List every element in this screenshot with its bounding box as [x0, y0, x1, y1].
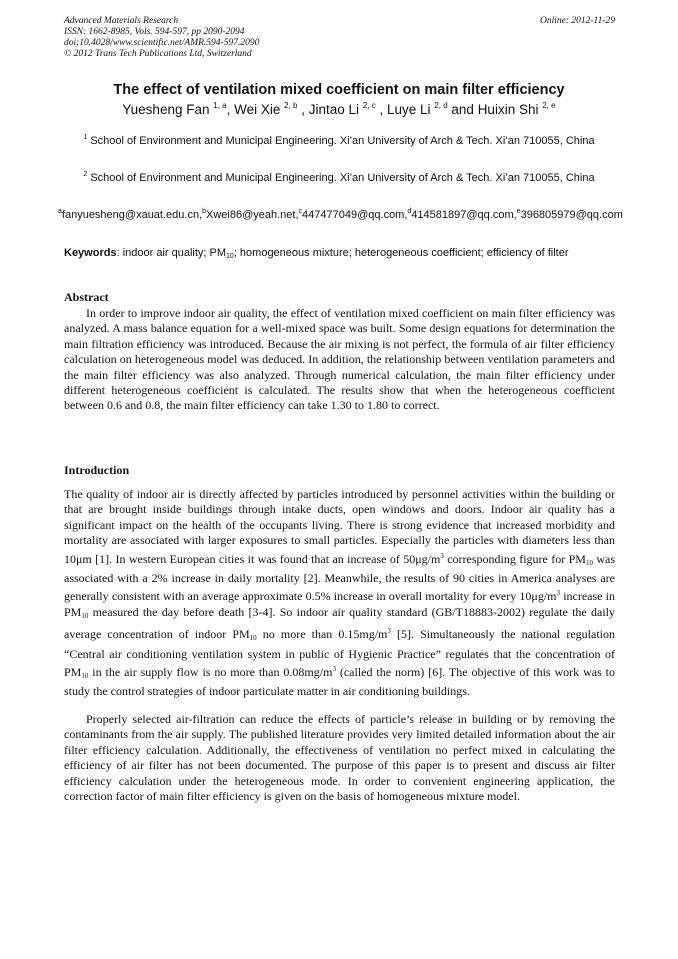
- introduction-heading: Introduction: [64, 463, 130, 477]
- email: $^a$fanyuesheng@xauat.edu.cn,: [58, 208, 203, 221]
- journal-issn: ISSN: 1662-8985, Vols. 594-597, pp 2090-2094: [64, 27, 245, 37]
- author: Yuesheng Fan $^{1, a}$,: [122, 101, 235, 117]
- journal-doi: doi:10.4028/www.scientific.net/AMR.594-597.2090: [64, 38, 260, 48]
- email: $^e$396805979@qq.com: [516, 208, 623, 221]
- email: $^d$414581897@qq.com,: [407, 208, 517, 221]
- email: $^c$447477049@qq.com,: [298, 208, 408, 221]
- affiliation-2: $^2$ School of Environment and Municipal Engineering. Xi’an University of Arch & Tech. Xi’an 710055, China: [83, 171, 595, 184]
- affiliation-1: $^1$ School of Environment and Municipal Engineering. Xi’an University of Arch & Tech. Xi’an 710055, China: [83, 134, 595, 147]
- introduction-paragraph-1: The quality of indoor air is directly affected by particles introduced by personnel activities within the building or that are brought inside buildings through intake ducts, open windows and doors. Indoor air quality has a significant impact on the health of the occupants living. There is strong evidence that increased morbidity and mortality are associated with larger exposures to small particles. Especially the particles with diameters less than 10μm [1]. In western European cities it was found that an increase of $50\mu g/m^3$ corresponding figure for $PM_{10}$ was associated with a 2% increase in daily mortality [2]. Meanwhile, the results of 90 cities in America analyses are generally consistent with an average approximate 0.5% increase in overall mortality for every $10\mu g/m^3$ increase in $PM_{10}$ measured the day before death [3-4]. So indoor air quality standard (GB/T18883-2002) regulate the daily average concentration of indoor $PM_{10}$ no more than $0.15mg/m^3$ [5]. Simultaneously the national regulation “Central air conditioning ventilation system in public of Hygienic Practice” regulates that the concentration of $PM_{10}$ in the air supply flow is no more than $0.08mg/m^3$ (called the norm) [6]. The objective of this work was to study the control strategies of indoor particulate matter in air conditioning buildings.: [64, 487, 616, 699]
- author-emails: [58, 204, 623, 223]
- abstract-heading: Abstract: [64, 290, 109, 304]
- email: $^b$Xwei86@yeah.net,: [202, 208, 299, 221]
- author: Wei Xie $^{2, b}$ ,: [234, 101, 309, 117]
- keywords: Keywords: indoor air quality; $PM_{10}$; homogeneous mixture; heterogeneous coefficient; efficiency of filter: [64, 247, 569, 260]
- journal-copyright: © 2012 Trans Tech Publications Ltd, Switzerland: [64, 49, 252, 59]
- keywords-label: Keywords: [64, 247, 117, 259]
- journal-name: Advanced Materials Research: [64, 16, 179, 26]
- author-list: [40, 101, 638, 117]
- introduction-paragraph-2: Properly selected air-filtration can reduce the effects of particle’s release in building or by removing the contaminants from the air supply. The published literature provides very limited detailed information about the air filter efficiency calculation. Additionally, the effectiveness of ventilation no perfect mixed in calculating the efficiency of air filter has not been documented. The purpose of this paper is to present and discuss air filter efficiency calculation under the heterogeneous mode. In order to convenient engineering application, the correction factor of main filter efficiency is given on the basis of homogeneous mixture model.: [64, 712, 615, 804]
- journal-header: [64, 16, 615, 60]
- abstract-text: In order to improve indoor air quality, the effect of ventilation mixed coefficient on main filter efficiency was analyzed. A mass balance equation for a well-mixed space was built. Some design equations for determination the main filtration efficiency was introduced. Because the air mixing is not perfect, the formula of air filter efficiency calculation on heterogeneous model was deduced. In addition, the relationship between ventilation parameters and the main filter efficiency was also analyzed. Through numerical calculation, the main filter efficiency under different heterogeneous coefficient is calculated. The results show that when the heterogeneous coefficient between 0.6 and 0.8, the main filter efficiency can take 1.30 to 1.80 to correct.: [64, 306, 615, 413]
- online-date: Online: 2012-11-29: [539, 16, 615, 26]
- author: Jintao Li $^{2, c}$ ,: [308, 101, 387, 117]
- author: Luye Li $^{2, d}$ and: [387, 101, 478, 117]
- paper-title: The effect of ventilation mixed coefficient on main filter efficiency: [113, 82, 565, 98]
- author: Huixin Shi $^{2, e}$: [477, 101, 556, 117]
